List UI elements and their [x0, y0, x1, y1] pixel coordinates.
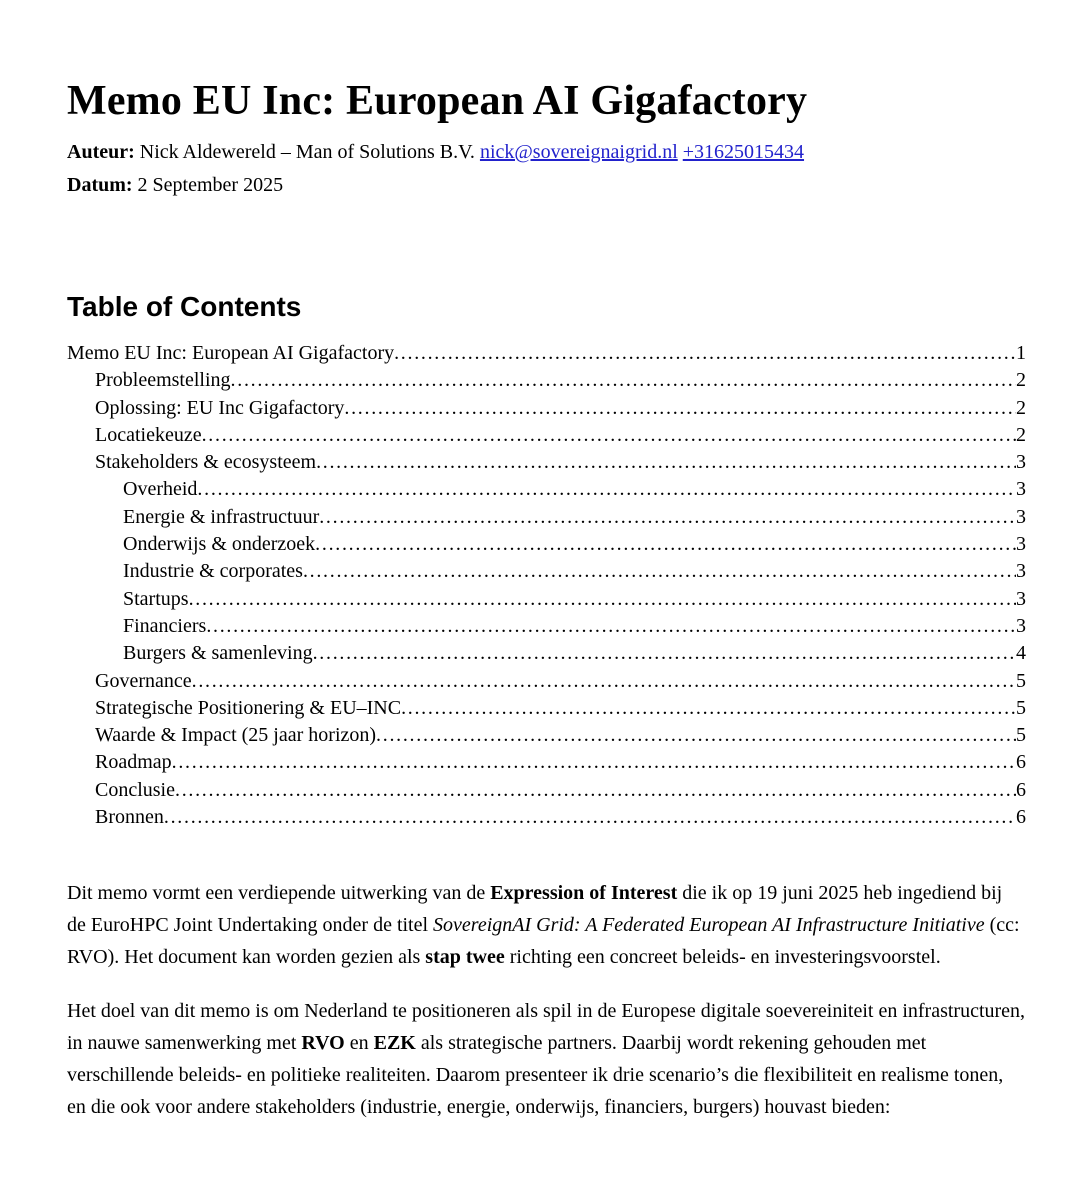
- text-run: die ik op 19 juni 2025 heb ingediend bij de EuroHPC Joint Undertaking onder de titel: [67, 882, 1003, 937]
- toc-entry-label: Industrie & corporates: [123, 560, 303, 583]
- toc-page-number: 3: [1016, 451, 1026, 474]
- author-line: [67, 136, 1026, 169]
- toc-leader-dots: [206, 613, 1016, 640]
- toc-leader-dots: [172, 749, 1016, 776]
- toc-page-number: 5: [1016, 669, 1026, 692]
- text-run: RVO: [301, 1032, 345, 1055]
- toc-page-number: 5: [1016, 724, 1026, 747]
- toc-entry[interactable]: [67, 777, 1026, 804]
- toc-entry-label: Locatiekeuze: [95, 423, 202, 446]
- text-run: en: [344, 1032, 374, 1055]
- text-run: Het doel van dit memo is om Nederland te positioneren als spil in de Europese digitale soevereiniteit en infrastructuren, in nauwe samenwerking met: [67, 1000, 1026, 1055]
- text-run: als strategische partners. Daarbij wordt rekening gehouden met verschillende beleids- en politieke realiteiten. Daarom presenteer ik drie scenario’s die flexibiliteit en realisme tonen, en die ook voor andere stakeholders (industrie, energie, onderwijs, financiers, burgers) houvast bieden:: [67, 1032, 1004, 1119]
- toc-entry[interactable]: [67, 531, 1026, 558]
- text-run: stap twee: [425, 946, 505, 969]
- toc-entry-label: Bronnen: [95, 806, 164, 829]
- toc-entry-label: Startups: [123, 587, 189, 610]
- text-run: Expression of Interest: [490, 882, 678, 905]
- author-phone-link[interactable]: +31625015434: [682, 141, 805, 163]
- toc-page-number: 6: [1016, 806, 1026, 829]
- toc-leader-dots: [189, 586, 1016, 613]
- toc-entry[interactable]: [67, 558, 1026, 585]
- toc-entry-label: Onderwijs & onderzoek: [123, 533, 316, 556]
- date-line: [67, 169, 1026, 202]
- toc-page-number: 4: [1016, 642, 1026, 665]
- body-paragraph: [67, 995, 1026, 1123]
- toc-page-number: 2: [1016, 396, 1026, 419]
- toc-entry[interactable]: [67, 476, 1026, 503]
- toc-leader-dots: [197, 476, 1016, 503]
- toc-page-number: 6: [1016, 751, 1026, 774]
- toc-page-number: 3: [1016, 560, 1026, 583]
- table-of-contents: [67, 340, 1026, 831]
- toc-leader-dots: [319, 504, 1016, 531]
- toc-entry[interactable]: [67, 422, 1026, 449]
- toc-leader-dots: [303, 558, 1016, 585]
- toc-leader-dots: [401, 695, 1016, 722]
- toc-entry-label: Governance: [95, 669, 192, 692]
- author-text: Nick Aldewereld – Man of Solutions B.V.: [139, 141, 475, 163]
- toc-entry[interactable]: [67, 749, 1026, 776]
- toc-entry-label: Stakeholders & ecosysteem: [95, 451, 317, 474]
- toc-entry-label: Conclusie: [95, 778, 175, 801]
- text-run: richting een concreet beleids- en investeringsvoorstel.: [504, 946, 941, 969]
- toc-leader-dots: [192, 668, 1016, 695]
- toc-page-number: 6: [1016, 778, 1026, 801]
- toc-entry[interactable]: [67, 640, 1026, 667]
- text-run: Dit memo vormt een verdiepende uitwerking van de: [67, 882, 491, 905]
- toc-leader-dots: [164, 804, 1016, 831]
- toc-page-number: 3: [1016, 478, 1026, 501]
- toc-heading: Table of Contents: [67, 291, 302, 322]
- toc-leader-dots: [231, 367, 1016, 394]
- toc-leader-dots: [376, 722, 1016, 749]
- toc-entry[interactable]: [67, 395, 1026, 422]
- toc-entry-label: Burgers & samenleving: [123, 642, 313, 665]
- toc-leader-dots: [313, 640, 1016, 667]
- toc-leader-dots: [175, 777, 1016, 804]
- toc-entry[interactable]: [67, 504, 1026, 531]
- toc-entry[interactable]: [67, 695, 1026, 722]
- toc-page-number: 3: [1016, 587, 1026, 610]
- toc-page-number: 3: [1016, 614, 1026, 637]
- toc-entry[interactable]: [67, 804, 1026, 831]
- author-email-link[interactable]: nick@sovereignaigrid.nl: [479, 141, 678, 163]
- toc-entry[interactable]: [67, 668, 1026, 695]
- toc-page-number: 2: [1016, 423, 1026, 446]
- toc-leader-dots: [316, 449, 1016, 476]
- toc-page-number: 5: [1016, 696, 1026, 719]
- toc-entry[interactable]: [67, 449, 1026, 476]
- text-run: EZK: [373, 1032, 416, 1055]
- toc-entry-label: Overheid: [123, 478, 198, 501]
- toc-entry[interactable]: [67, 613, 1026, 640]
- toc-page-number: 3: [1016, 505, 1026, 528]
- text-run: (cc: RVO). Het document kan worden gezien als: [67, 914, 1020, 969]
- toc-entry[interactable]: [67, 586, 1026, 613]
- toc-leader-dots: [394, 340, 1016, 367]
- body-paragraph: [67, 877, 1026, 973]
- toc-page-number: 1: [1016, 342, 1026, 364]
- toc-leader-dots: [202, 422, 1016, 449]
- toc-leader-dots: [344, 395, 1016, 422]
- toc-entry-label: Energie & infrastructuur: [123, 505, 320, 528]
- toc-entry-label: Memo EU Inc: European AI Gigafactory: [67, 342, 395, 364]
- toc-page-number: 3: [1016, 533, 1026, 556]
- toc-leader-dots: [315, 531, 1016, 558]
- toc-entry-label: Strategische Positionering & EU–INC: [95, 696, 402, 719]
- toc-entry[interactable]: [67, 722, 1026, 749]
- date-label: Datum:: [67, 174, 133, 196]
- toc-entry-label: Financiers: [123, 614, 207, 637]
- toc-entry-label: Roadmap: [95, 751, 172, 774]
- toc-entry-label: Probleemstelling: [95, 369, 231, 392]
- body-paragraphs: [67, 877, 1026, 1123]
- text-run: SovereignAI Grid: A Federated European AI Infrastructure Initiative: [433, 914, 985, 937]
- author-label: Auteur:: [67, 141, 135, 163]
- date-text: 2 September 2025: [137, 174, 284, 196]
- toc-entry-label: Oplossing: EU Inc Gigafactory: [95, 396, 345, 419]
- page-title: Memo EU Inc: European AI Gigafactory: [67, 78, 808, 124]
- toc-entry[interactable]: [67, 367, 1026, 394]
- toc-entry-label: Waarde & Impact (25 jaar horizon): [95, 724, 377, 747]
- toc-page-number: 2: [1016, 369, 1026, 392]
- toc-entry[interactable]: [67, 340, 1026, 367]
